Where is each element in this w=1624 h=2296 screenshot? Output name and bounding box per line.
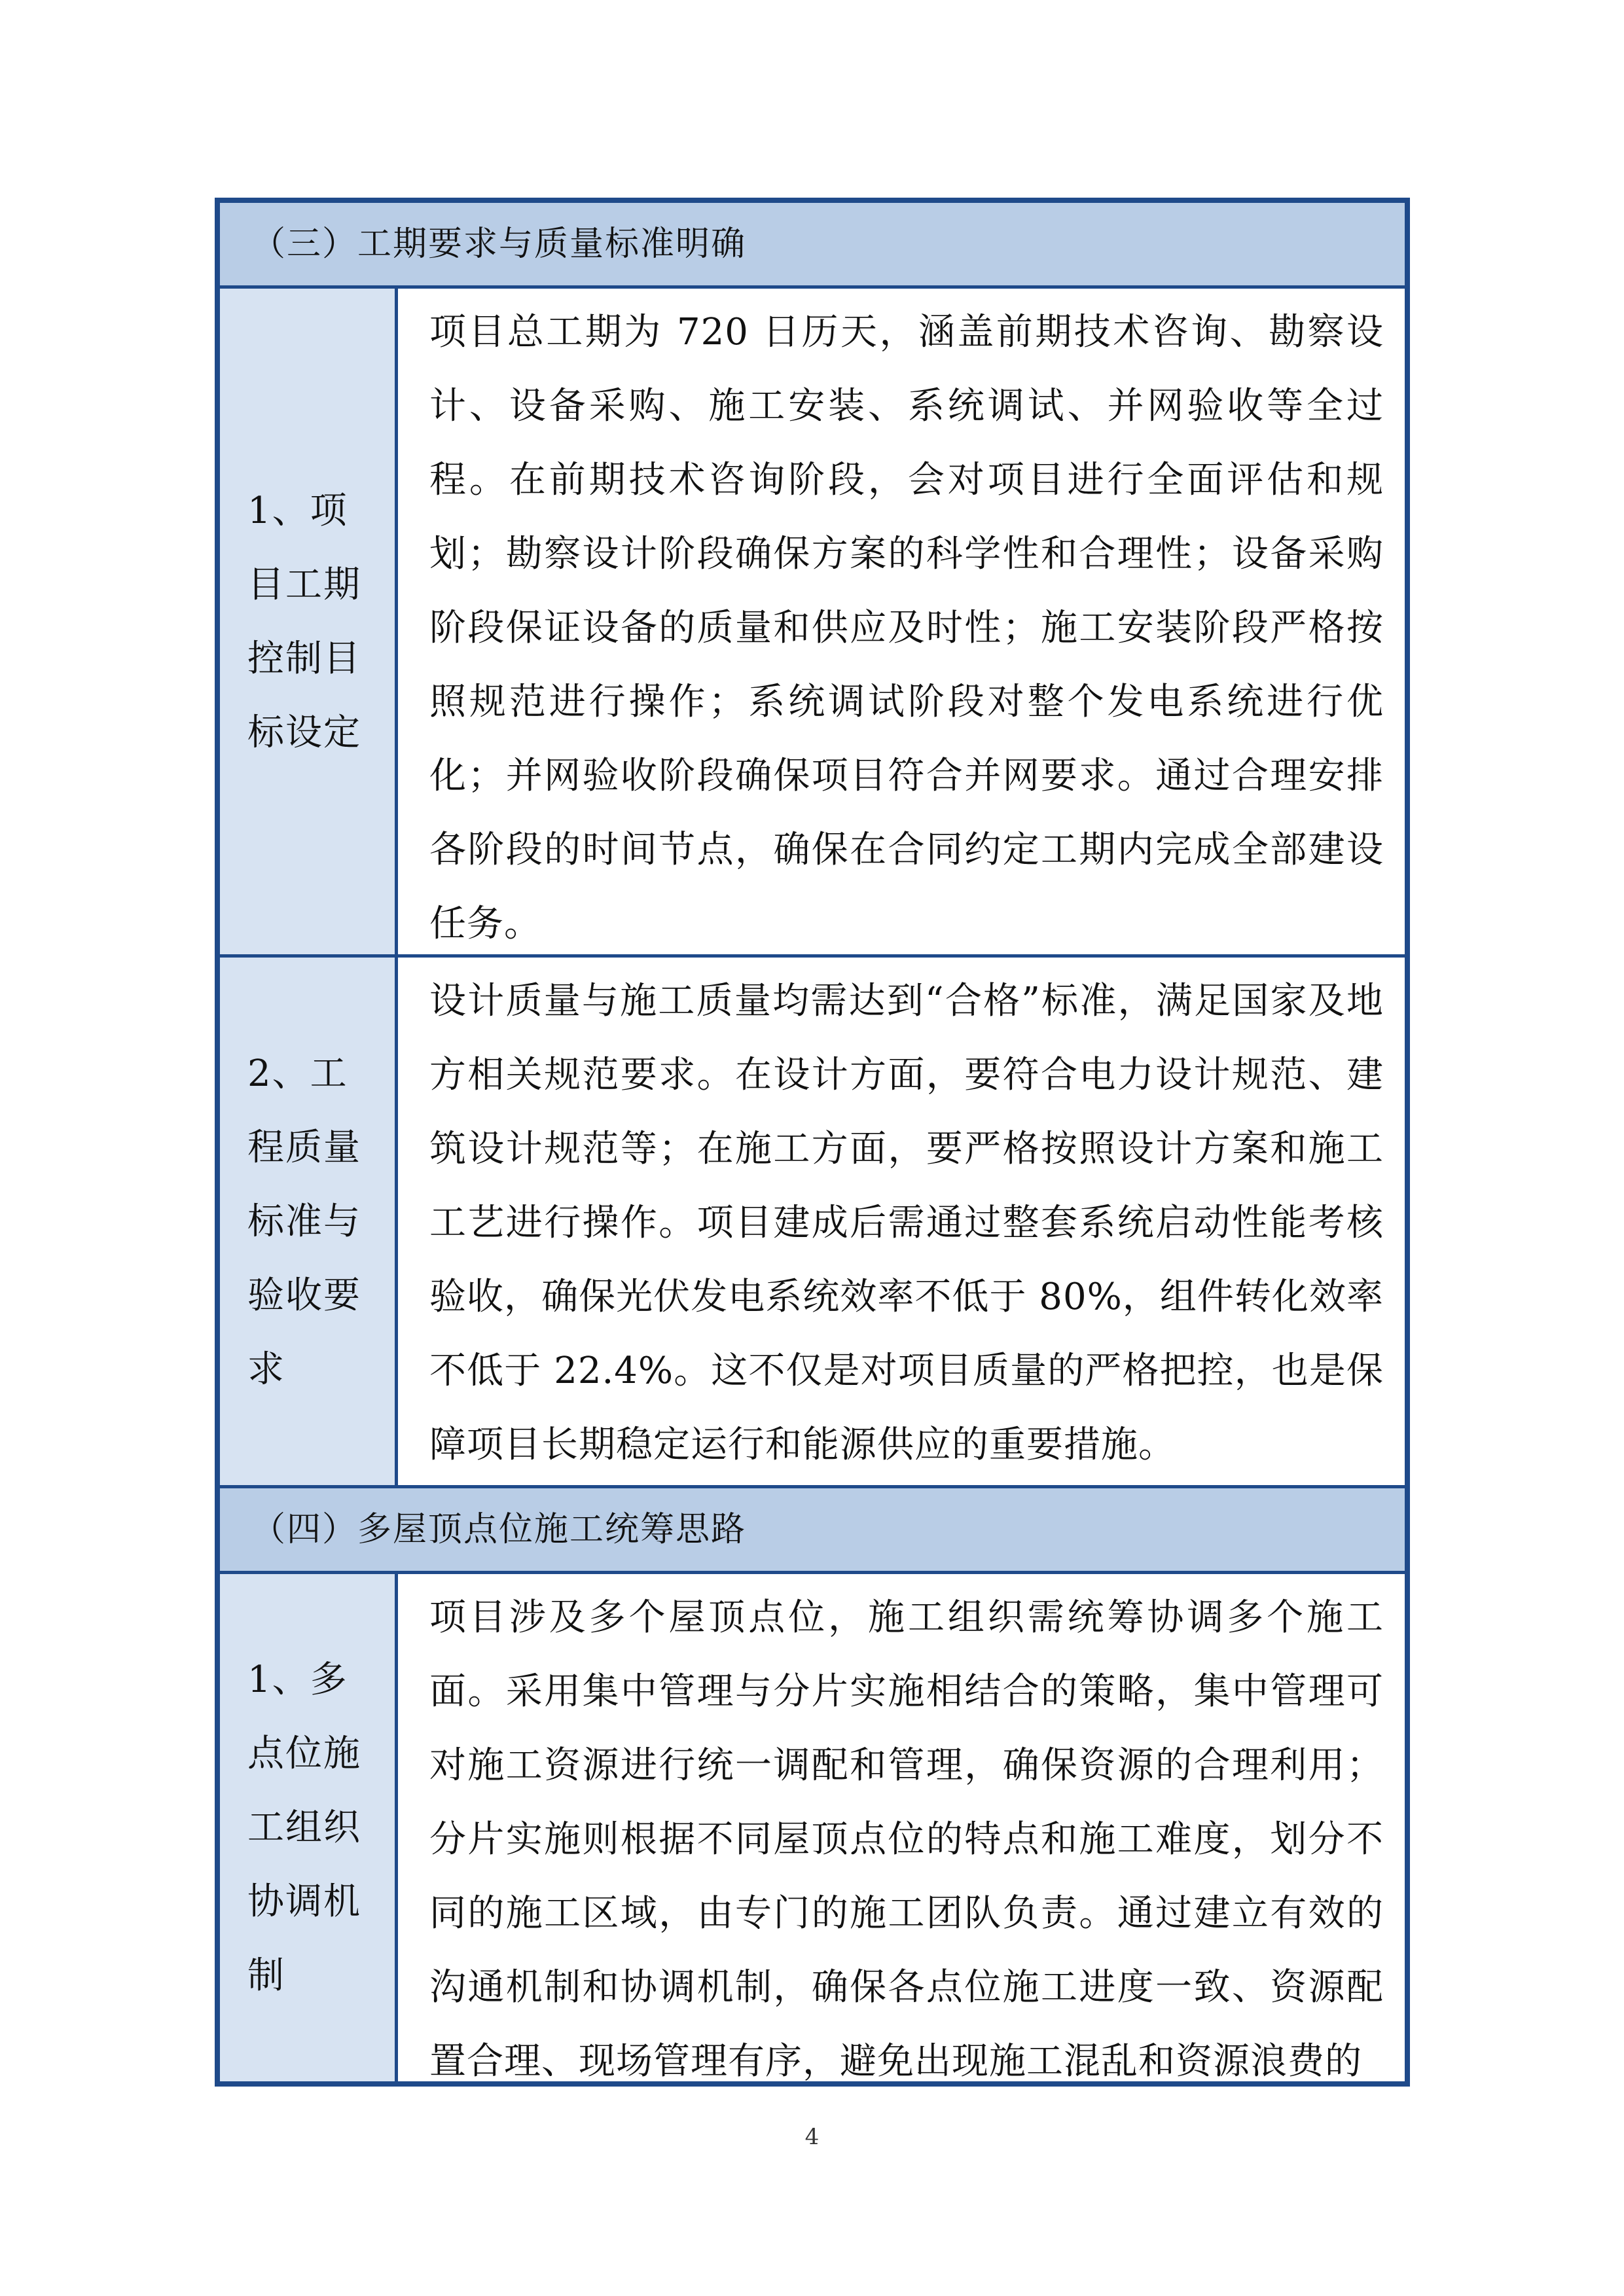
table-row-schedule — [220, 289, 1405, 958]
content-table — [215, 198, 1410, 2087]
row-label: 1、多点位施工组织协调机制 — [247, 1659, 361, 1997]
page-number: 4 — [804, 2124, 820, 2150]
row-label-cell — [220, 289, 398, 954]
section-header-3: （三）工期要求与质量标准明确 — [220, 203, 1405, 289]
row-label: 2、工程质量标准与验收要求 — [247, 1052, 361, 1391]
row-label-cell — [220, 958, 398, 1485]
section-header-4: （四）多屋顶点位施工统筹思路 — [220, 1488, 1405, 1574]
row-content: 项目涉及多个屋顶点位，施工组织需统筹协调多个施工面。采用集中管理与分片实施相结合的策略，集中管理可对施工资源进行统一调配和管理，确保资源的合理利用；分片实施则根据不同屋顶点位的特点和施工难度，划分不同的施工区域，由专门的施工团队负责。通过建立有效的沟通机制和协调机制，确保各点位施工进度一致、资源配置合理、现场管理有序，避免出现施工混乱和资源浪费的 — [429, 1596, 1384, 2083]
row-content: 设计质量与施工质量均需达到“合格”标准，满足国家及地方相关规范要求。在设计方面，要符合电力设计规范、建筑设计规范等；在施工方面，要严格按照设计方案和施工工艺进行操作。项目建成后需通过整套系统启动性能考核验收，确保光伏发电系统效率不低于 80%，组件转化效率不低于 22.4%。这不仅是对项目质量的严格把控，也是保障项目长期稳定运行和能源供应的重要措施。 — [429, 980, 1384, 1466]
row-label-cell — [220, 1574, 398, 2081]
row-label: 1、项目工期控制目标设定 — [247, 489, 361, 754]
row-content: 项目总工期为 720 日历天，涵盖前期技术咨询、勘察设计、设备采购、施工安装、系统调试、并网验收等全过程。在前期技术咨询阶段，会对项目进行全面评估和规划；勘察设计阶段确保方案的科学性和合理性；设备采购阶段保证设备的质量和供应及时性；施工安装阶段严格按照规范进行操作；系统调试阶段对整个发电系统进行优化；并网验收阶段确保项目符合并网要求。通过合理安排各阶段的时间节点，确保在合同约定工期内完成全部建设任务。 — [429, 311, 1384, 945]
table-row-coordination — [220, 1574, 1405, 2081]
table-row-quality — [220, 958, 1405, 1488]
